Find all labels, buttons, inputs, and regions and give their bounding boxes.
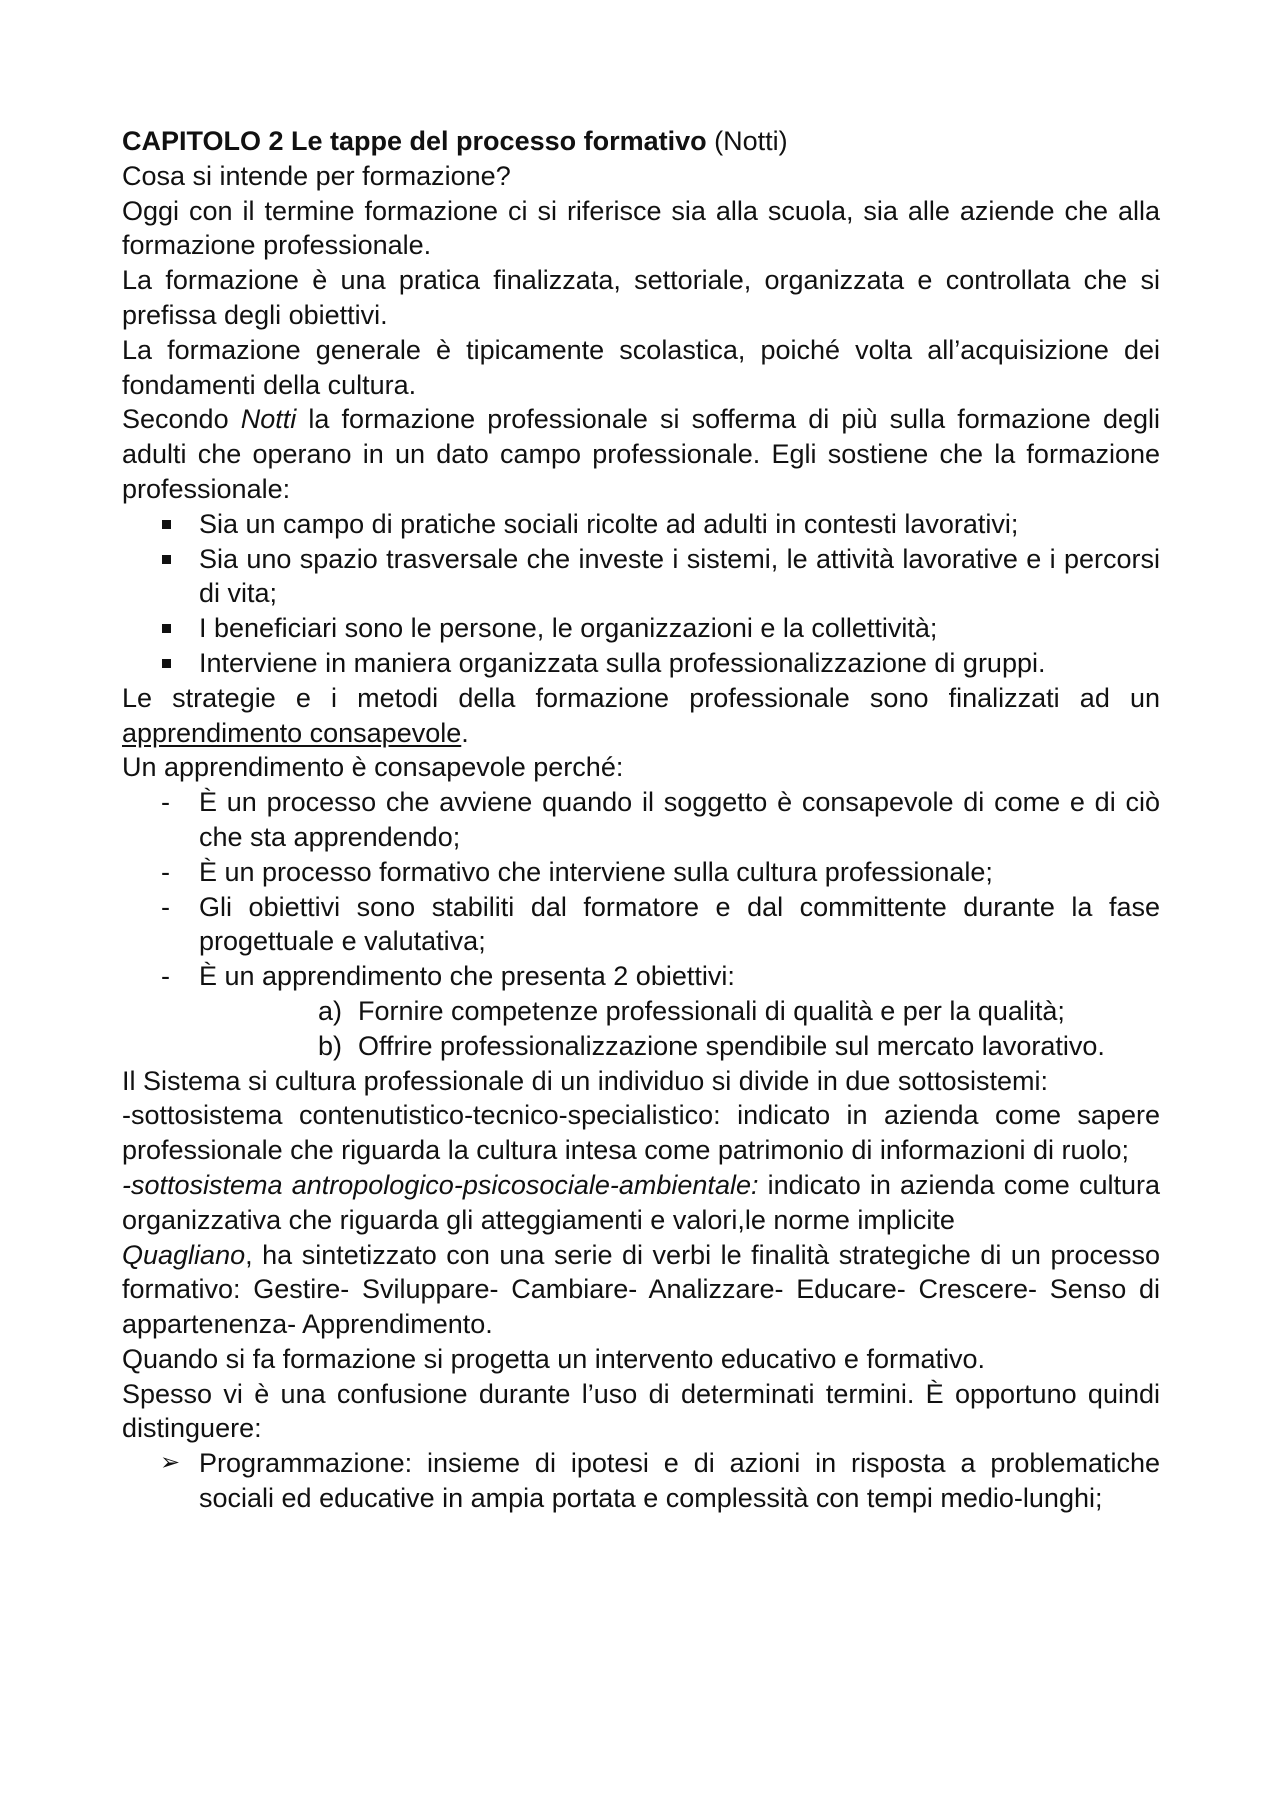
dash-item — [122, 959, 1160, 994]
bullet-item — [122, 507, 1160, 542]
paragraph-general-formation: La formazione generale è tipicamente scolastica, poiché volta all’acquisizione dei fondamenti della cultura. — [122, 334, 1160, 400]
bullet-item — [122, 542, 1160, 612]
bullet-item-text: I beneficiari sono le persone, le organizzazioni e la collettività; — [199, 613, 938, 644]
paragraph-formation-practice: La formazione è una pratica finalizzata, settoriale, organizzata e controllata che si prefissa degli obiettivi. — [122, 265, 1160, 330]
notti-name: Notti — [240, 404, 297, 435]
alpha-item — [122, 994, 1160, 1029]
dash-marker: - — [161, 891, 170, 922]
dash-list — [122, 785, 1160, 994]
dash-marker: - — [161, 961, 170, 992]
paragraph-formation-definition: Oggi con il termine formazione ci si riferisce sia alla scuola, sia alle aziende che alla formazione professionale. — [122, 195, 1160, 261]
bullet-item-text: Interviene in maniera organizzata sulla professionalizzazione di gruppi. — [199, 647, 1046, 678]
bullet-item — [122, 611, 1160, 646]
question-line: Cosa si intende per formazione? — [122, 160, 511, 191]
arrow-list — [122, 1446, 1160, 1516]
dash-item — [122, 855, 1160, 890]
strategies-text: Le strategie e i metodi della formazione professionale sono finalizzati ad un — [122, 682, 1160, 713]
strategies-end: . — [461, 717, 469, 748]
alpha-list — [122, 994, 1160, 1064]
quagliano-name: Quagliano — [122, 1239, 246, 1270]
dash-item-text: È un apprendimento che presenta 2 obiettivi: — [199, 961, 735, 992]
dash-marker: - — [161, 856, 170, 887]
notti-before: Secondo — [122, 404, 229, 435]
chapter-title-bold: CAPITOLO 2 Le tappe del processo formativo — [122, 126, 707, 156]
square-bullet-icon — [162, 555, 171, 564]
subsystem-anthropological-italic: -sottosistema antropologico-psicosociale-ambientale: — [122, 1169, 759, 1200]
closing-line-2: Spesso vi è una confusione durante l’uso di determinati termini. È opportuno quindi distinguere: — [122, 1378, 1160, 1444]
arrow-item — [122, 1446, 1160, 1516]
bullet-item-text: Sia uno spazio trasversale che investe i sistemi, le attività lavorative e i percorsi di vita; — [199, 543, 1160, 609]
arrow-bullet-icon: ➢ — [160, 1449, 181, 1477]
chapter-title-author: (Notti) — [714, 126, 788, 156]
alpha-item-text: Fornire competenze professionali di qualità e per la qualità; — [358, 995, 1065, 1026]
document-page — [122, 124, 1160, 1516]
alpha-marker: b) — [318, 1030, 343, 1061]
alpha-marker: a) — [318, 995, 343, 1026]
paragraph-strategies — [122, 681, 1160, 751]
alpha-item — [122, 1029, 1160, 1064]
dash-marker: - — [161, 787, 170, 818]
dash-item-text: È un processo formativo che interviene sulla cultura professionale; — [199, 856, 993, 887]
closing-line-1: Quando si fa formazione si progetta un intervento educativo e formativo. — [122, 1343, 985, 1374]
bullet-list — [122, 507, 1160, 681]
paragraph-notti — [122, 402, 1160, 506]
conscious-intro: Un apprendimento è consapevole perché: — [122, 752, 624, 783]
quagliano-rest: , ha sintetizzato con una serie di verbi le finalità strategiche di un processo formativo: Gestire- Sviluppare- Cambiare- Analizzare- Educare- Crescere- Senso di appartenenza- Apprendimento. — [122, 1239, 1160, 1340]
dash-item — [122, 785, 1160, 855]
chapter-title — [122, 124, 1160, 159]
subsystem-technical: -sottosistema contenutistico-tecnico-specialistico: indicato in azienda come sapere professionale che riguarda la cultura intesa come patrimonio di informazioni di ruolo; — [122, 1100, 1160, 1166]
arrow-item-text: Programmazione: insieme di ipotesi e di azioni in risposta a problematiche sociali ed educative in ampia portata e complessità con tempi medio-lunghi; — [199, 1448, 1160, 1514]
subsystem-anthropological-rest: indicato in azienda come cultura organizzativa che riguarda gli atteggiamenti e valori,le norme implicite — [122, 1169, 1160, 1235]
subsystem-anthropological — [122, 1168, 1160, 1238]
alpha-item-text: Offrire professionalizzazione spendibile sul mercato lavorativo. — [358, 1030, 1105, 1061]
square-bullet-icon — [162, 520, 171, 529]
paragraph-quagliano — [122, 1238, 1160, 1342]
bullet-item — [122, 646, 1160, 681]
dash-item-text: Gli obiettivi sono stabiliti dal formatore e dal committente durante la fase progettuale e valutativa; — [199, 891, 1160, 957]
dash-item — [122, 890, 1160, 960]
system-intro: Il Sistema si cultura professionale di un individuo si divide in due sottosistemi: — [122, 1065, 1048, 1096]
strategies-underlined: apprendimento consapevole — [122, 717, 462, 748]
notti-after: la formazione professionale si sofferma di più sulla formazione degli adulti che operano in un dato campo professionale. Egli sostiene che la formazione professionale: — [122, 404, 1160, 504]
bullet-item-text: Sia un campo di pratiche sociali ricolte ad adulti in contesti lavorativi; — [199, 508, 1019, 539]
square-bullet-icon — [162, 659, 171, 668]
dash-item-text: È un processo che avviene quando il soggetto è consapevole di come e di ciò che sta apprendendo; — [199, 787, 1160, 852]
square-bullet-icon — [162, 624, 171, 633]
